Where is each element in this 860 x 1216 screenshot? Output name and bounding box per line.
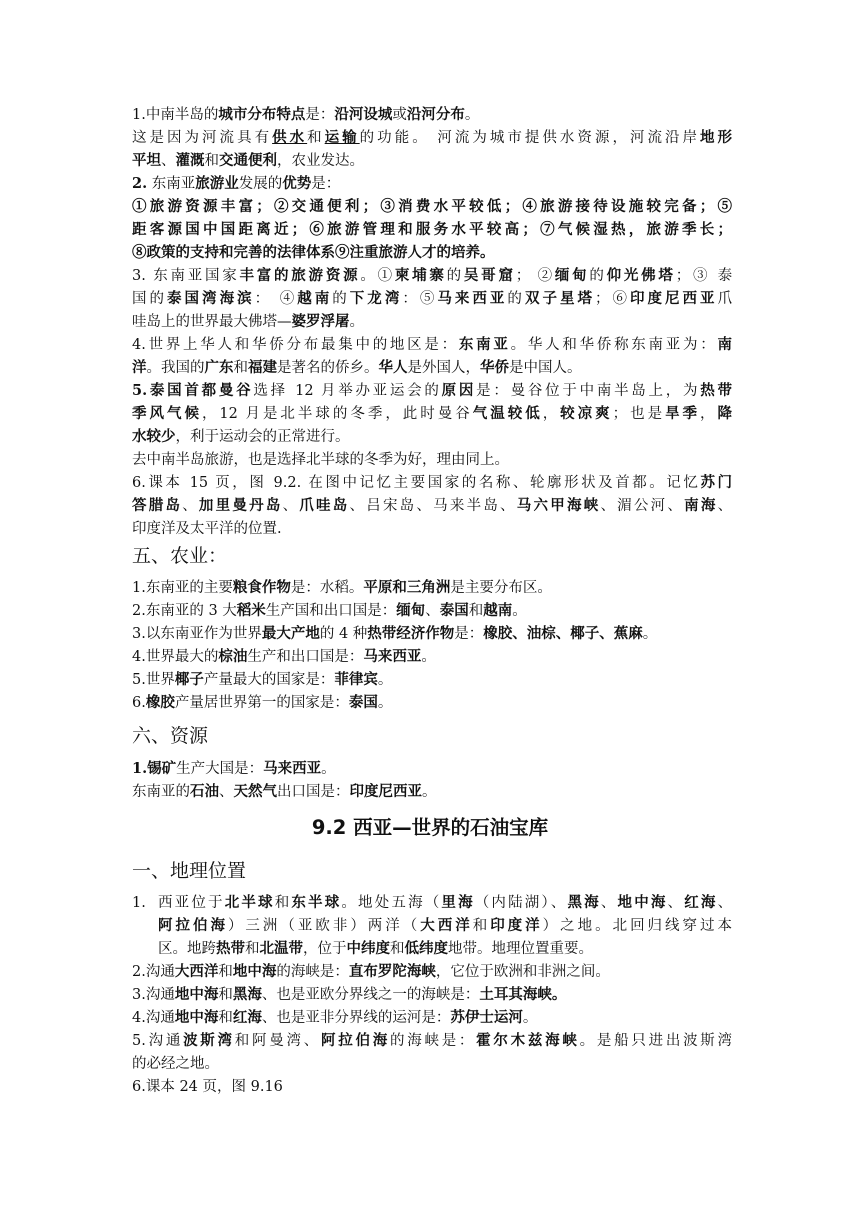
text-segment: 泰国湾海滨 [167, 290, 255, 307]
text-segment: 泰国首都曼谷 [147, 382, 254, 399]
text-segment: 6.课本 15 页，图 9.2. 在图中记忆主要国家的名称、轮廓形状及首都。记忆 [132, 475, 701, 491]
text-line [132, 1053, 732, 1075]
text-segment: 北温带 [259, 940, 303, 957]
text-segment: 椰子 [174, 671, 204, 688]
text-segment: 1.中南半岛的 [132, 107, 219, 123]
text-segment: ， [700, 406, 718, 422]
text-segment: 。 [512, 603, 527, 619]
text-segment: 。 [464, 107, 480, 123]
text-segment: 里海 [441, 894, 475, 911]
text-segment: ；③ 泰 [675, 268, 733, 284]
text-segment: 、 [182, 498, 199, 514]
text-line [132, 196, 732, 218]
text-segment: 南海 [684, 497, 718, 514]
text-segment: 的必经之地。 [132, 1056, 219, 1072]
text-line [132, 646, 732, 668]
text-segment: 的 [446, 268, 464, 284]
text-segment: 双子星塔 [524, 290, 595, 307]
text-segment: 爪哇岛 [299, 497, 350, 514]
section-heading-location: 一、地理位置 [132, 860, 247, 882]
text-segment: 菲律宾 [334, 671, 378, 688]
text-line [132, 173, 732, 195]
text-segment: 5.沟通 [132, 1033, 184, 1049]
text-segment: 2. [132, 175, 148, 192]
text-segment: 是： [311, 176, 341, 192]
text-segment: 婆罗浮屠 [291, 313, 350, 330]
text-segment: ，12 月是北半球的冬季，此时曼谷 [201, 406, 473, 422]
text-segment: 洋 [132, 359, 147, 376]
text-segment: 原因 [441, 382, 477, 399]
text-segment: 3.以东南亚作为世界 [132, 626, 262, 642]
text-segment: 丰富的旅游资源 [239, 267, 361, 284]
text-segment: 3.沟通 [132, 987, 175, 1003]
text-segment: 优势 [282, 175, 312, 192]
text-segment: 气温较低 [472, 405, 543, 422]
text-line [158, 892, 732, 914]
text-segment: 和阿曼湾、 [234, 1033, 321, 1049]
text-segment: 热带 [216, 940, 245, 957]
text-segment: 、也是亚欧分界线之一的海峡是： [261, 987, 480, 1003]
text-line [132, 600, 732, 622]
text-segment: 是：水稻。 [290, 580, 364, 596]
text-line [132, 403, 732, 425]
text-segment: 的 [332, 291, 350, 307]
text-segment: ⑧政策的支持和完善的法律体系⑨注重旅游人才的培养。 [132, 244, 495, 261]
text-segment: 印度洋及太平洋的位置. [132, 521, 282, 537]
text-segment: 区。地跨 [158, 941, 216, 957]
section-title: 9.2 西亚—世界的石油宝库 [311, 816, 549, 839]
text-segment: 供水 [272, 129, 308, 146]
text-segment: 马来西亚 [363, 648, 422, 665]
text-segment: 是： [454, 626, 484, 642]
text-segment: 中纬度 [346, 940, 390, 957]
text-segment: 生产大国是： [176, 761, 264, 777]
text-segment: 热带 [700, 382, 733, 399]
text-segment: 6. [132, 695, 146, 711]
text-segment: 灌溉 [175, 152, 205, 169]
text-segment: 。 [377, 695, 393, 711]
text-segment: 旱季 [665, 405, 701, 422]
text-segment: 缅甸 [554, 267, 590, 284]
text-line [132, 781, 732, 803]
text-segment: 北半球 [224, 894, 275, 911]
text-segment: 越南 [483, 602, 513, 619]
text-segment: 3. 东南亚国家 [132, 268, 240, 284]
text-segment: 东半球 [291, 894, 342, 911]
text-line [158, 938, 732, 960]
text-segment: 地形 [700, 129, 733, 146]
text-segment: 是主要分布区。 [450, 580, 552, 596]
text-segment: 的功能。 河流为城市提供水资源，河流沿岸 [359, 130, 701, 146]
section-heading-agriculture: 五、农业： [132, 545, 228, 567]
text-segment: 、 [717, 498, 733, 514]
text-line [132, 288, 732, 310]
text-segment: 1.锡矿 [132, 760, 177, 777]
text-segment: 东南亚 [147, 176, 196, 192]
text-segment: 。 [321, 761, 336, 777]
text-segment: 和 [233, 360, 248, 376]
text-segment: 稻米 [236, 602, 266, 619]
text-segment: 越南 [297, 290, 333, 307]
text-segment: ； ② [515, 268, 555, 284]
text-segment: 。 [642, 626, 658, 642]
text-segment: 、也是亚非分界线的运河是： [261, 1010, 451, 1026]
text-segment: 黑海 [232, 986, 262, 1003]
text-segment: 产量最大的国家是： [203, 672, 335, 688]
text-segment: ，农业发达。 [277, 153, 364, 169]
text-segment: 和 [472, 918, 491, 934]
text-line [132, 623, 732, 645]
text-segment: 泰国 [439, 602, 469, 619]
text-line [132, 472, 732, 494]
text-line [132, 380, 732, 402]
text-segment: 大西洋 [420, 917, 473, 934]
section-heading-resources: 六、资源 [132, 725, 209, 747]
text-segment: ，位于 [303, 941, 347, 957]
text-segment: 红海 [232, 1009, 262, 1026]
text-segment: 苏伊士运河 [450, 1009, 523, 1026]
text-segment: ，利于运动会的正常进行。 [175, 429, 350, 445]
text-segment: 4.世界最大的 [132, 649, 219, 665]
text-segment: ，它位于欧洲和非洲之间。 [435, 964, 610, 980]
text-segment: 和 [204, 153, 219, 169]
text-segment: 石油 [190, 783, 219, 800]
text-line [132, 150, 732, 172]
text-line [132, 577, 732, 599]
text-line [132, 1007, 732, 1029]
text-segment: 和 [218, 987, 233, 1003]
text-segment: 红海 [684, 894, 718, 911]
text-segment: 和 [218, 964, 233, 980]
text-segment: 的 4 种 [319, 626, 368, 642]
text-segment: （内陆湖）、 [474, 895, 568, 911]
text-segment: 、 [219, 784, 234, 800]
text-segment: 运输 [324, 129, 360, 146]
text-segment: ）三洲（亚欧非）两洋（ [227, 918, 421, 934]
text-segment: 马六甲海峡 [516, 497, 601, 514]
text-segment: ：⑤ [402, 291, 438, 307]
text-segment: 2.东南亚的 3 大 [132, 603, 237, 619]
text-segment: 答腊岛 [132, 497, 183, 514]
text-segment: 旅游业 [195, 175, 239, 192]
text-segment: 南 [717, 336, 733, 353]
text-segment: 国的 [132, 291, 168, 307]
text-line [158, 915, 732, 937]
text-line [132, 1030, 732, 1052]
text-segment: 马来西亚 [263, 760, 322, 777]
text-segment: 。 [377, 672, 393, 688]
text-segment: 直布罗陀海峡 [348, 963, 436, 980]
text-segment: 地带。地理位置重要。 [448, 941, 593, 957]
text-segment: 是外国人， [407, 360, 480, 376]
text-line [132, 495, 732, 517]
text-segment: 、 [667, 895, 685, 911]
text-line [132, 265, 732, 287]
text-segment: 4.世界上华人和华侨分布最集中的地区是： [132, 337, 459, 353]
text-segment: 霍尔木兹海峡 [476, 1032, 580, 1049]
text-segment: 选择 12 月举办亚运会的 [253, 383, 442, 399]
text-segment: 生产国和出口国是： [265, 603, 397, 619]
text-line [132, 669, 732, 691]
text-segment: 地中海 [232, 963, 277, 980]
text-segment: ： ④ [254, 291, 298, 307]
text-segment: 。是船只进出波斯湾 [579, 1033, 733, 1049]
text-segment: ）之地。北回归线穿过本 [542, 918, 732, 934]
text-segment: 1.东南亚的主要 [132, 580, 233, 596]
text-segment: 泰国 [348, 694, 378, 711]
text-segment: 6.课本 24 页，图 9.16 [132, 1079, 283, 1095]
text-segment: ， [542, 406, 561, 422]
text-segment: 和 [245, 941, 260, 957]
text-segment: 、 [425, 603, 440, 619]
text-segment: 。 [349, 314, 364, 330]
text-segment: 柬埔寨 [394, 267, 447, 284]
text-segment: 。 [421, 649, 436, 665]
text-segment: 印度尼西亚 [349, 783, 422, 800]
text-line [132, 426, 732, 448]
text-segment: 印度尼西亚 [630, 290, 718, 307]
text-segment: 阿拉伯海 [158, 917, 228, 934]
text-segment: 平坦 [132, 152, 161, 169]
text-line [132, 1076, 732, 1098]
text-segment: 印度洋 [490, 917, 543, 934]
text-segment: 最大产地 [261, 625, 320, 642]
text-segment: 较凉爽 [560, 405, 613, 422]
text-segment: 、吕宋岛、马来半岛、 [349, 498, 517, 514]
text-segment: 阿拉伯海 [321, 1032, 390, 1049]
text-line [132, 692, 732, 714]
text-segment: 华侨 [480, 359, 509, 376]
text-segment: 吴哥窟 [463, 267, 516, 284]
text-segment: 橡胶 [145, 694, 175, 711]
text-segment: 黑海 [567, 894, 601, 911]
text-segment: 发展的 [238, 176, 283, 192]
text-segment: 生产和出口国是： [247, 649, 364, 665]
text-segment: 、 [717, 895, 733, 911]
text-line [132, 242, 732, 264]
text-segment: 。 [522, 1010, 538, 1026]
text-segment: 广东 [204, 359, 234, 376]
text-segment: 和 [274, 895, 292, 911]
text-segment: 加里曼丹岛 [198, 497, 283, 514]
text-line [132, 334, 732, 356]
text-segment: 或 [392, 107, 407, 123]
text-segment: 沿河设城 [334, 106, 393, 123]
text-segment: 、湄公河、 [600, 498, 685, 514]
list-marker: 1. [132, 895, 146, 911]
text-segment: 缅甸 [396, 602, 426, 619]
text-segment: 5.世界 [132, 672, 175, 688]
text-segment: 地中海 [174, 986, 219, 1003]
text-segment: 土耳其海峡。 [479, 986, 567, 1003]
text-segment: 平原和三角洲 [363, 579, 451, 596]
text-segment: 是中国人。 [509, 360, 582, 376]
text-segment: 地中海 [617, 894, 668, 911]
text-segment: 和 [390, 941, 405, 957]
text-segment: 福建 [248, 359, 277, 376]
text-segment: 和 [307, 130, 325, 146]
text-segment: 和 [218, 1010, 233, 1026]
text-line [132, 127, 732, 149]
text-segment: 西亚位于 [158, 895, 225, 911]
text-segment: 是： [305, 107, 335, 123]
text-segment: 、 [600, 895, 618, 911]
text-segment: 5. [132, 382, 148, 399]
text-segment: 爪 [717, 291, 733, 307]
text-segment: 。华人和华侨称东南亚为： [510, 337, 718, 353]
text-segment: 华人 [378, 359, 408, 376]
text-segment: 。 [422, 784, 437, 800]
text-segment: 4.沟通 [132, 1010, 175, 1026]
text-segment: 仰光佛塔 [606, 267, 676, 284]
text-segment: 的海峡是： [389, 1033, 477, 1049]
text-line [132, 984, 732, 1006]
text-segment: 天然气 [233, 783, 277, 800]
text-segment: 马来西亚 [437, 290, 508, 307]
text-segment: 是著名的侨乡。 [277, 360, 379, 376]
text-line [132, 311, 732, 333]
text-segment: 是：曼谷位于中南半岛上，为 [476, 383, 701, 399]
text-segment: 2.沟通 [132, 964, 175, 980]
text-segment: 橡胶、油棕、椰子、蕉麻 [483, 625, 643, 642]
text-segment: ①旅游资源丰富；②交通便利；③消费水平较低；④旅游接待设施较完备；⑤ [132, 198, 732, 215]
text-segment: 产量居世界第一的国家是： [174, 695, 349, 711]
text-segment: 波斯湾 [183, 1032, 235, 1049]
text-segment: 交通便利 [219, 152, 277, 169]
text-segment: 季风气候 [132, 405, 202, 422]
text-segment: 热带经济作物 [367, 625, 455, 642]
text-segment: 。① [360, 268, 395, 284]
text-segment: 去中南半岛旅游，也是选择北半球的冬季为好，理由同上。 [132, 452, 509, 468]
text-segment: 东南亚 [458, 336, 511, 353]
text-segment: 东南亚的 [132, 784, 190, 800]
text-segment: 棕油 [218, 648, 248, 665]
text-segment: 和 [468, 603, 484, 619]
text-segment: 地中海 [174, 1009, 219, 1026]
text-segment: ；也是 [612, 406, 666, 422]
text-segment: 、 [161, 153, 176, 169]
text-segment: 。地处五海（ [341, 895, 442, 911]
text-line [132, 104, 732, 126]
text-line [132, 518, 732, 540]
text-segment: 的海峡是： [276, 964, 349, 980]
text-segment: 城市分布特点 [218, 106, 306, 123]
text-segment: 的 [589, 268, 607, 284]
text-line [132, 961, 732, 983]
text-segment: 降 [717, 405, 733, 422]
text-line [132, 219, 732, 241]
text-segment: 这是因为河流具有 [132, 130, 273, 146]
text-line [132, 758, 732, 780]
text-line [132, 449, 732, 471]
text-segment: 水较少 [132, 428, 176, 445]
text-segment: 下龙湾 [349, 290, 403, 307]
text-segment: 、 [282, 498, 300, 514]
text-segment: 。我国的 [146, 360, 205, 376]
text-segment: 低纬度 [404, 940, 448, 957]
text-segment: 哇岛上的世界最大佛塔— [132, 314, 292, 330]
text-segment: 的 [507, 291, 525, 307]
text-segment: 沿河分布 [406, 106, 465, 123]
text-segment: ；⑥ [594, 291, 631, 307]
text-segment: 大西洋 [174, 963, 219, 980]
text-segment: 粮食作物 [232, 579, 291, 596]
text-segment: 距客源国中国距离近；⑥旅游管理和服务水平较高；⑦气候湿热，旅游季长； [132, 221, 732, 238]
text-segment: 出口国是： [277, 784, 350, 800]
text-line [132, 357, 732, 379]
text-segment: 苏门 [700, 474, 733, 491]
